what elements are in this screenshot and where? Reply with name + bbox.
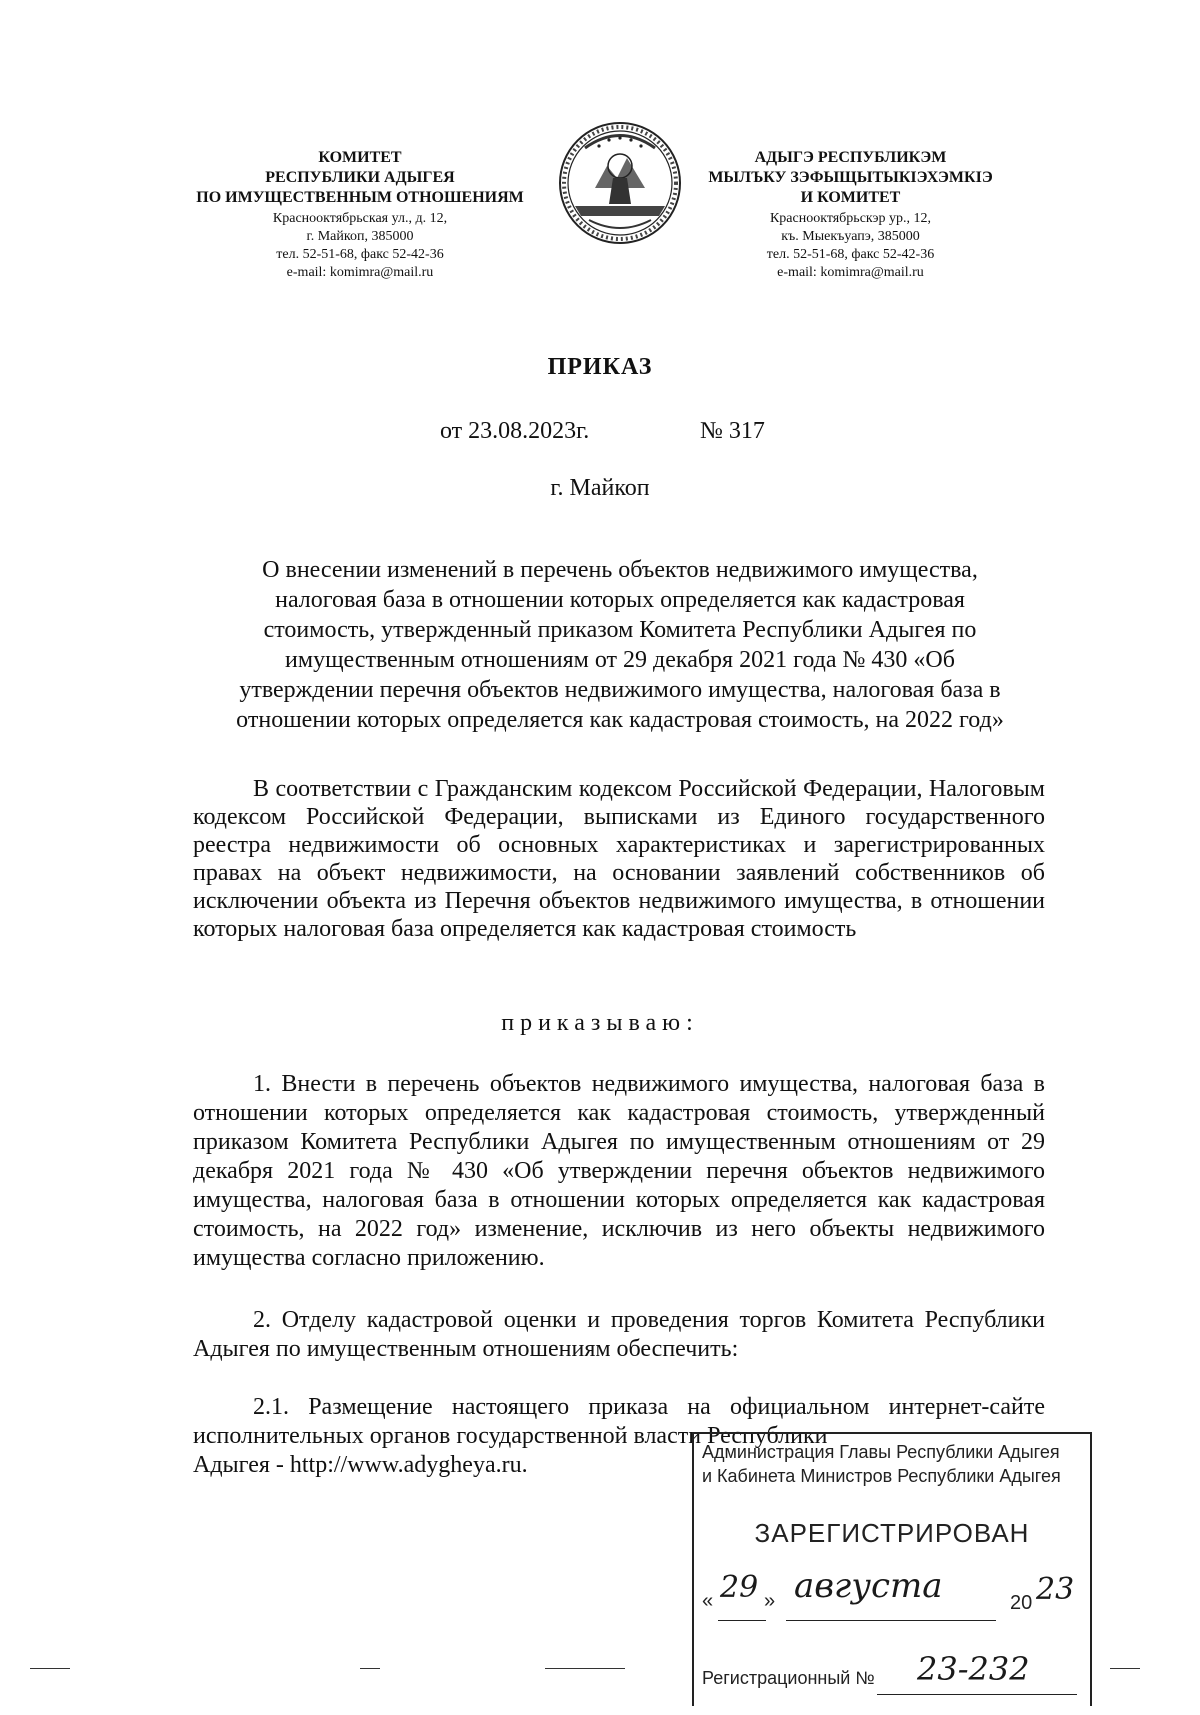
document-number: № 317	[700, 418, 765, 444]
stamp-quote-open: «	[702, 1590, 714, 1612]
scan-artifact-line	[30, 1668, 70, 1669]
org-name-line: АДЫГЭ РЕСПУБЛИКЭМ	[754, 149, 947, 166]
registration-stamp	[692, 1432, 1092, 1706]
order-word: приказываю:	[501, 1010, 699, 1036]
stamp-year-handwritten: 23	[1036, 1572, 1075, 1607]
stamp-month-underline	[786, 1620, 996, 1621]
scan-artifact-line	[360, 1668, 380, 1669]
stamp-reg-underline	[877, 1694, 1077, 1695]
stamp-status: ЗАРЕГИСТРИРОВАН	[754, 1518, 1030, 1548]
org-phone: тел. 52-51-68, факс 52-42-36	[766, 247, 935, 262]
header-left-org	[180, 148, 540, 282]
item-2-paragraph: 2. Отделу кадастровой оценки и проведения торгов Комитета Республики Адыгея по имущественным отношениям обеспечить:	[193, 1307, 1045, 1362]
stamp-org	[702, 1440, 1061, 1488]
item-2-1-text: 2.1. Размещение настоящего приказа на официальном интернет-сайте исполнительных органов государственной власти Республики	[193, 1394, 1045, 1449]
stamp-org-line: и Кабинета Министров Республики Адыгея	[702, 1466, 1061, 1486]
scan-artifact-line	[1110, 1668, 1140, 1669]
stamp-year-prefix: 20	[1010, 1592, 1033, 1614]
stamp-reg-label: Регистрационный №	[702, 1668, 875, 1688]
scan-artifact-line	[545, 1668, 625, 1669]
org-address-line: г. Майкоп, 385000	[306, 229, 414, 244]
org-address-line: Краснооктябрьская ул., д. 12,	[272, 211, 448, 226]
document-date: от 23.08.2023г.	[440, 418, 590, 444]
item-2-1-text-end: Адыгея - http://www.adygheya.ru.	[193, 1452, 528, 1478]
stamp-month-handwritten: августа	[794, 1566, 943, 1606]
preamble-paragraph: В соответствии с Гражданским кодексом Российской Федерации, Налоговым кодексом Российской Федерации, выписками из Единого государственного реестра недвижимости об основных характеристиках и зарегистрированных правах на объект недвижимости, на основании заявлений собственников об исключении объекта из Перечня объектов недвижимого имущества, в отношении которых налоговая база определяется как кадастровая стоимость	[193, 776, 1045, 942]
org-phone: тел. 52-51-68, факс 52-42-36	[276, 247, 444, 262]
stamp-day-handwritten: 29	[720, 1570, 759, 1605]
document-type-title: ПРИКАЗ	[547, 354, 653, 380]
stamp-quote-close: »	[764, 1590, 776, 1612]
document-subject	[190, 555, 1050, 735]
org-name-line: КОМИТЕТ	[318, 149, 402, 166]
subject-line: отношении которых определяется как кадастровая стоимость, на 2022 год»	[236, 707, 1004, 733]
subject-line: имущественным отношениям от 29 декабря 2021 года № 430 «Об	[285, 647, 955, 673]
org-name-line: МЫЛЪКУ ЗЭФЫЩЫТЫКIЭХЭМКIЭ	[708, 169, 993, 186]
subject-line: О внесении изменений в перечень объектов недвижимого имущества,	[262, 557, 978, 583]
org-name-line: РЕСПУБЛИКИ АДЫГЕЯ	[265, 169, 455, 186]
item-1-paragraph: 1. Внести в перечень объектов недвижимого имущества, налоговая база в отношении которых определяется как кадастровая стоимость, утвержденный приказом Комитета Республики Адыгея по имущественным отношениям от 29 декабря 2021 года № 430 «Об утверждении перечня объектов недвижимого имущества, налоговая база в отношении которых определяется как кадастровая стоимость, на 2022 год» изменение, исключив из него объекты недвижимого имущества согласно приложению.	[193, 1071, 1045, 1271]
org-email: e-mail: komimra@mail.ru	[777, 265, 924, 280]
subject-line: налоговая база в отношении которых определяется как кадастровая	[275, 587, 965, 613]
org-address-line: Краснооктябрьскэр ур., 12,	[769, 211, 932, 226]
document-city: г. Майкоп	[550, 475, 650, 501]
org-email: e-mail: komimra@mail.ru	[286, 265, 434, 280]
stamp-reg-number-handwritten: 23-232	[917, 1650, 1030, 1688]
stamp-day-underline	[718, 1620, 766, 1621]
org-name-line: ПО ИМУЩЕСТВЕННЫМ ОТНОШЕНИЯМ	[196, 189, 524, 206]
org-address-line: къ. Мыекъуапэ, 385000	[781, 229, 920, 244]
org-name-line: И КОМИТЕТ	[800, 189, 901, 206]
header-right-org	[678, 148, 1023, 282]
subject-line: стоимость, утвержденный приказом Комитета Республики Адыгея по	[263, 617, 977, 643]
stamp-org-line: Администрация Главы Республики Адыгея	[702, 1442, 1060, 1462]
coat-of-arms-emblem-icon	[555, 118, 685, 248]
subject-line: утверждении перечня объектов недвижимого имущества, налоговая база в	[239, 677, 1001, 703]
